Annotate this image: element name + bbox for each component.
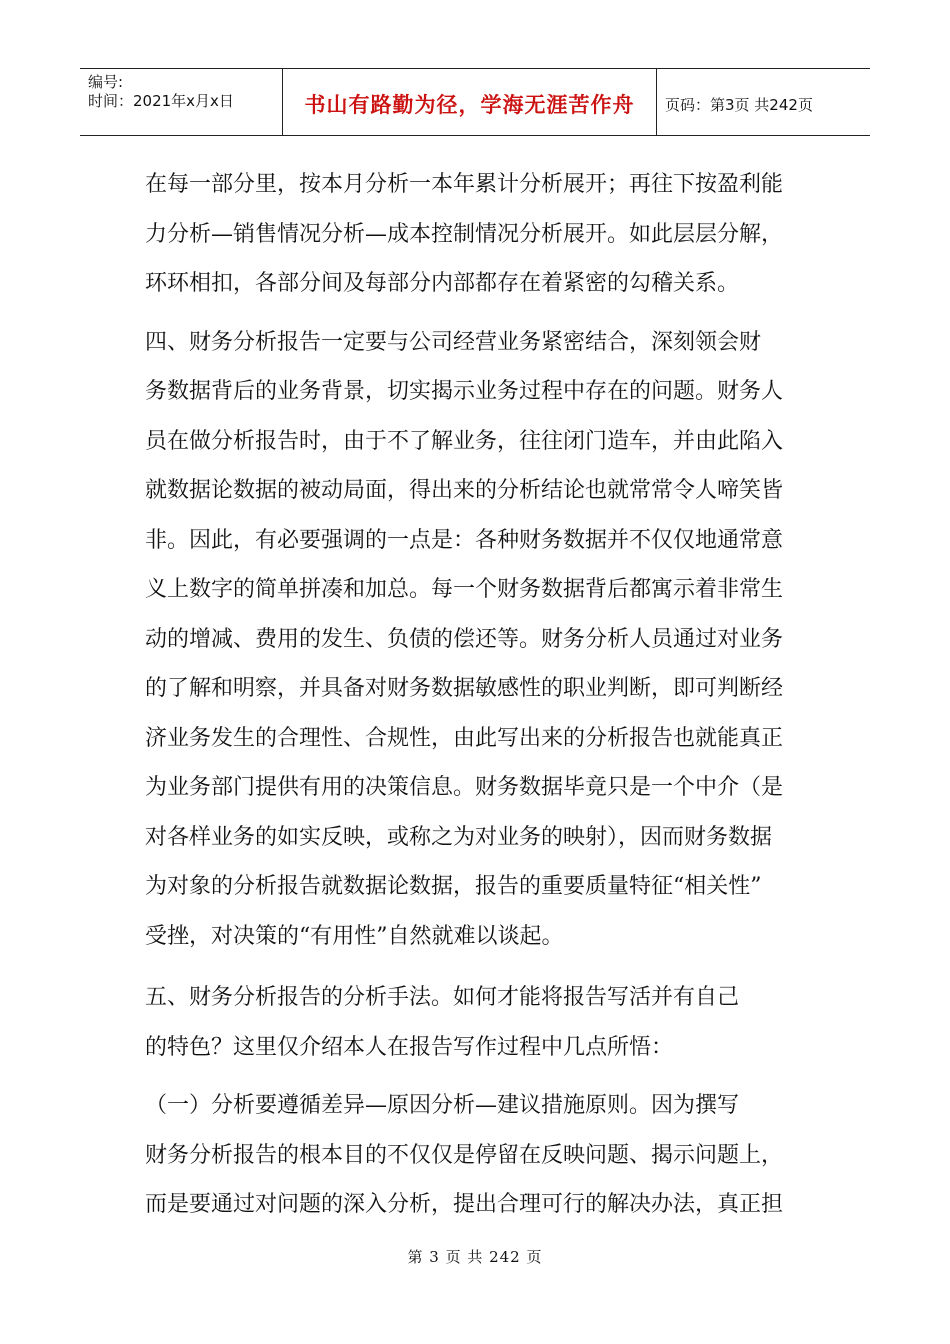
document-number-label: 编号: <box>88 73 124 91</box>
body-line: 动的增减、费用的发生、负债的偿还等。财务分析人员通过对业务 <box>145 626 784 652</box>
document-body <box>145 160 810 1230</box>
body-line: 而是要通过对问题的深入分析，提出合理可行的解决办法，真正担 <box>145 1192 784 1217</box>
header-page-cell <box>657 69 870 135</box>
header-motto-cell <box>283 69 657 135</box>
page-footer <box>0 1246 950 1267</box>
body-line: 财务分析报告的根本目的不仅仅是停留在反映问题、揭示问题上， <box>145 1142 784 1168</box>
body-line: 务数据背后的业务背景，切实揭示业务过程中存在的问题。财务人 <box>145 379 784 404</box>
footer-page-number: 第 3 页 共 242 页 <box>407 1248 543 1266</box>
body-line: 四、财务分析报告一定要与公司经营业务紧密结合，深刻领会财 <box>145 329 762 355</box>
body-line: （一）分析要遵循差异—原因分析—建议措施原则。因为撰写 <box>145 1093 740 1118</box>
body-line: 五、财务分析报告的分析手法。如何才能将报告写活并有自己 <box>145 985 740 1010</box>
body-line: 义上数字的简单拼凑和加总。每一个财务数据背后都寓示着非常生 <box>145 577 784 602</box>
body-line: 非。因此，有必要强调的一点是：各种财务数据并不仅仅地通常意 <box>145 527 784 553</box>
document-date: 时间：2021年x月x日 <box>88 92 234 110</box>
body-line: 员在做分析报告时，由于不了解业务，往往闭门造车，并由此陷入 <box>145 428 784 454</box>
header-motto: 书山有路勤为径，学海无涯苦作舟 <box>304 93 635 117</box>
body-line: 为业务部门提供有用的决策信息。财务数据毕竟只是一个中介（是 <box>145 775 784 800</box>
body-line: 环环相扣，各部分间及每部分内部都存在着紧密的勾稽关系。 <box>145 271 740 296</box>
body-line: 对各样业务的如实反映，或称之为对业务的映射），因而财务数据 <box>145 824 773 850</box>
page-header <box>80 68 870 136</box>
body-line: 力分析—销售情况分析—成本控制情况分析展开。如此层层分解， <box>145 221 784 247</box>
body-line: 在每一部分里，按本月分析一本年累计分析展开；再往下按盈利能 <box>145 172 784 197</box>
body-line: 就数据论数据的被动局面，得出来的分析结论也就常常令人啼笑皆 <box>145 478 784 503</box>
body-line: 济业务发生的合理性、合规性，由此写出来的分析报告也就能真正 <box>145 725 784 751</box>
header-meta-cell <box>80 69 283 135</box>
body-line: 受挫，对决策的“有用性”自然就难以谈起。 <box>145 923 564 949</box>
body-line: 为对象的分析报告就数据论数据，报告的重要质量特征“相关性” <box>145 874 762 899</box>
body-line: 的了解和明察，并具备对财务数据敏感性的职业判断，即可判断经 <box>145 676 784 701</box>
body-line: 的特色？这里仅介绍本人在报告写作过程中几点所悟： <box>145 1034 674 1060</box>
header-page-info: 页码：第3页 共242页 <box>665 95 813 114</box>
